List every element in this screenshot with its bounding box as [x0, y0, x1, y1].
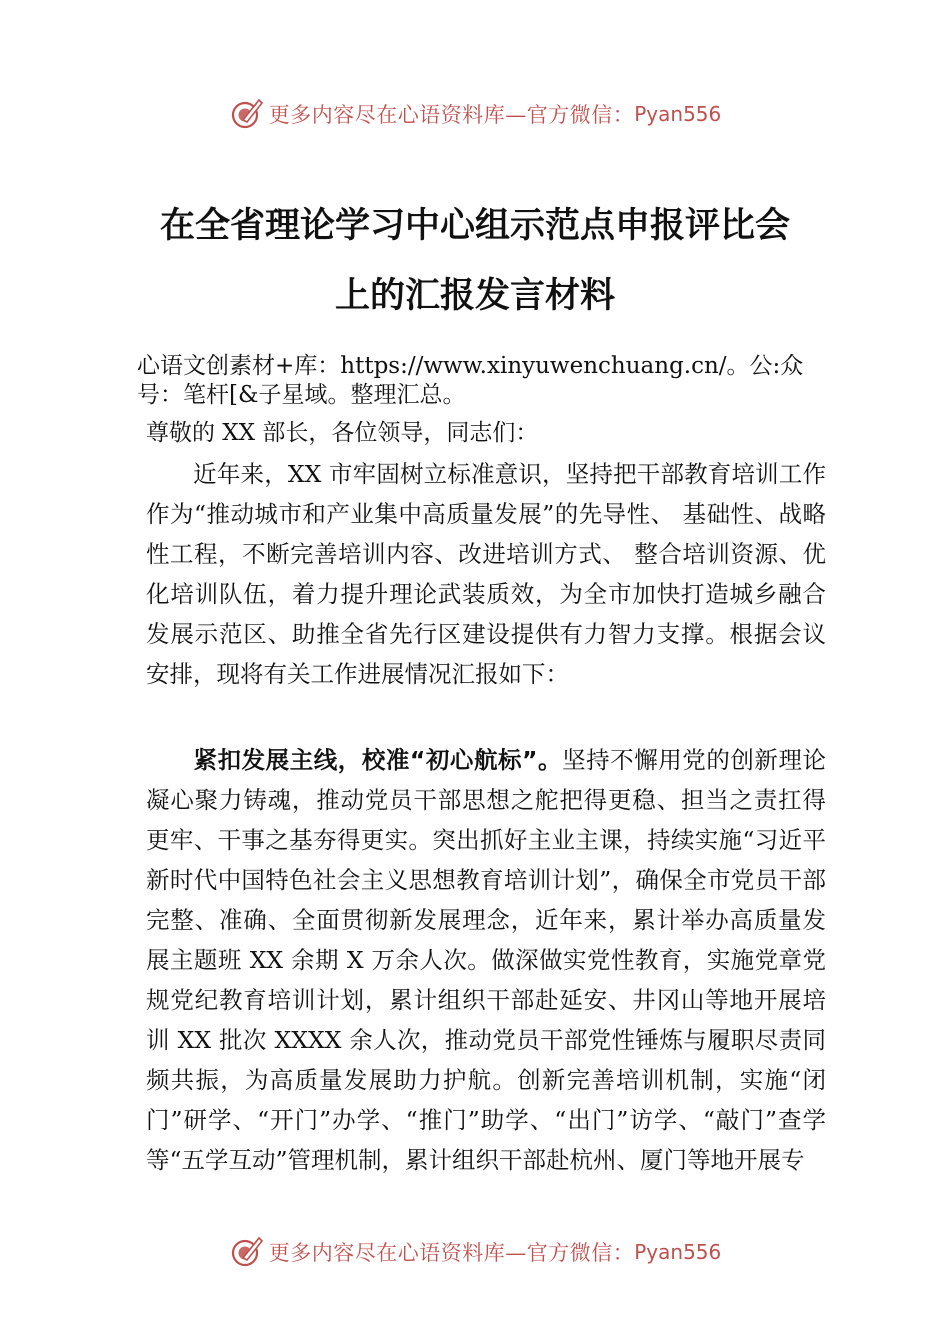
paragraph-1 [146, 454, 826, 694]
quill-pen-logo-icon [229, 96, 265, 132]
paragraph-2 [146, 740, 826, 1180]
wechat-id: Pyan556 [634, 102, 722, 126]
footer-watermark-banner [0, 1232, 950, 1272]
paragraph-2-body: 坚持不懈用党的创新理论凝心聚力铸魂，推动党员干部思想之舵把得更稳、担当之责扛得更牢、干事之基夯得更实。突出抓好主业主课，持续实施“习近平新时代中国特色社会主义思想教育培训计划”，确保全市党员干部完整、准确、全面贯彻新发展理念，近年来，累计举办高质量发展主题班 XX 余期 X 万余人次。做深做实党性教育，实施党章党规党纪教育培训计划，累计组织干部赴延安、井冈山等地开展培训 XX 批次 XXXX 余人次，推动党员干部党性锤炼与履职尽责同频共振，为高质量发展助力护航。创新完善培训机制，实施“闭门”研学、“开门”办学、“推门”助学、“出门”访学、“敲门”查学等“五学互动”管理机制，累计组织干部赴杭州、厦门等地开展专 [146, 746, 827, 1174]
greeting: 尊敬的 XX 部长，各位领导，同志们： [146, 420, 539, 446]
document-title-line1: 在全省理论学习中心组示范点申报评比会 [159, 205, 790, 246]
paragraph-1-text: 近年来，XX 市牢固树立标准意识，坚持把干部教育培训工作作为“推动城市和产业集中高质量发展”的先导性、 基础性、战略性工程，不断完善培训内容、改进培训方式、 整合培训资源、优化培训队伍，着力提升理论武装质效，为全市加快打造城乡融合发展示范区、助推全省先行区建设提供有力智力支撑。根据会议安排，现将有关工作进展情况汇报如下： [146, 460, 826, 688]
wechat-id: Pyan556 [634, 1240, 722, 1264]
document-title-line2: 上的汇报发言材料 [334, 275, 615, 316]
banner-text: 更多内容尽在心语资料库—官方微信： [268, 103, 635, 127]
paragraph-2-lead: 紧扣发展主线，校准“初心航标”。 [193, 746, 563, 774]
header-watermark-banner [0, 94, 950, 134]
source-note: 心语文创素材+库：https://www.xinyuwenchuang.cn/。公:众号：笔杆[&子星域。整理汇总。 [137, 353, 804, 408]
quill-pen-logo-icon [229, 1234, 265, 1270]
banner-text: 更多内容尽在心语资料库—官方微信： [268, 1241, 635, 1265]
